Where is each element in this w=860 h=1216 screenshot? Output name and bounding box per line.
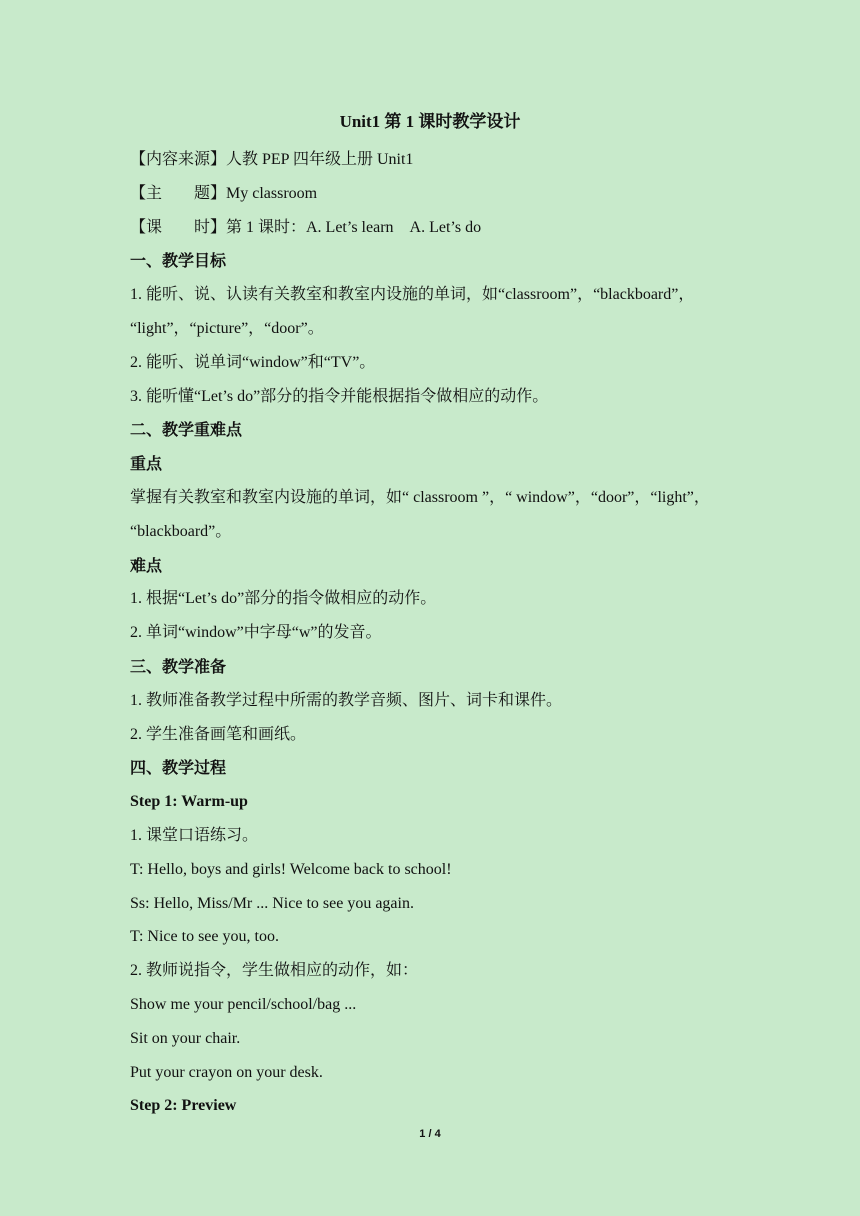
command-line-1: Show me your pencil/school/bag ...: [130, 995, 357, 1013]
page-number: 1 / 4: [419, 1128, 441, 1140]
meta-source: 【内容来源】人教 PEP 四年级上册 Unit1: [130, 151, 414, 168]
step-1-item-2: 2. 教师说指令，学生做相应的动作，如：: [130, 962, 419, 980]
dialog-line-3: T: Nice to see you, too.: [130, 928, 279, 946]
focus-line-1: 掌握有关教室和教室内设施的单词，如“ classroom ”，“ window”，“door”，“light”，: [130, 488, 710, 506]
document-body: [130, 143, 735, 1123]
step-1-title: Step 1: Warm-up: [130, 793, 248, 811]
objective-2: 2. 能听、说单词“window”和“TV”。: [130, 353, 376, 371]
heading-process: 四、教学过程: [130, 758, 227, 778]
page-title: Unit1 第 1 课时教学设计: [339, 112, 521, 131]
objective-3: 3. 能听懂“Let’s do”部分的指令并能根据指令做相应的动作。: [130, 387, 549, 405]
preparation-1: 1. 教师准备教学过程中所需的教学音频、图片、词卡和课件。: [130, 691, 563, 709]
focus-line-2: “blackboard”。: [130, 522, 232, 540]
heading-objectives: 一、教学目标: [130, 251, 227, 271]
step-1-item-1: 1. 课堂口语练习。: [130, 826, 259, 844]
heading-key-points: 二、教学重难点: [130, 420, 243, 440]
dialog-line-1: T: Hello, boys and girls! Welcome back to school!: [130, 860, 452, 878]
preparation-2: 2. 学生准备画笔和画纸。: [130, 725, 307, 743]
step-2-title: Step 2: Preview: [130, 1097, 237, 1115]
meta-period: 【课 时】第 1 课时：A. Let’s learn A. Let’s do: [130, 218, 482, 236]
objective-1-line-2: “light”，“picture”，“door”。: [130, 319, 324, 337]
command-line-2: Sit on your chair.: [130, 1029, 241, 1047]
objective-1-line-1: 1. 能听、说、认读有关教室和教室内设施的单词，如“classroom”，“blackboard”，: [130, 286, 695, 304]
difficulty-2: 2. 单词“window”中字母“w”的发音。: [130, 624, 382, 642]
command-line-3: Put your crayon on your desk.: [130, 1063, 323, 1081]
heading-preparation: 三、教学准备: [130, 656, 227, 676]
difficulty-label: 难点: [130, 555, 163, 575]
focus-label: 重点: [130, 454, 163, 474]
difficulty-1: 1. 根据“Let’s do”部分的指令做相应的动作。: [130, 590, 437, 608]
dialog-line-2: Ss: Hello, Miss/Mr ... Nice to see you again.: [130, 894, 414, 912]
meta-topic: 【主 题】My classroom: [130, 184, 318, 202]
